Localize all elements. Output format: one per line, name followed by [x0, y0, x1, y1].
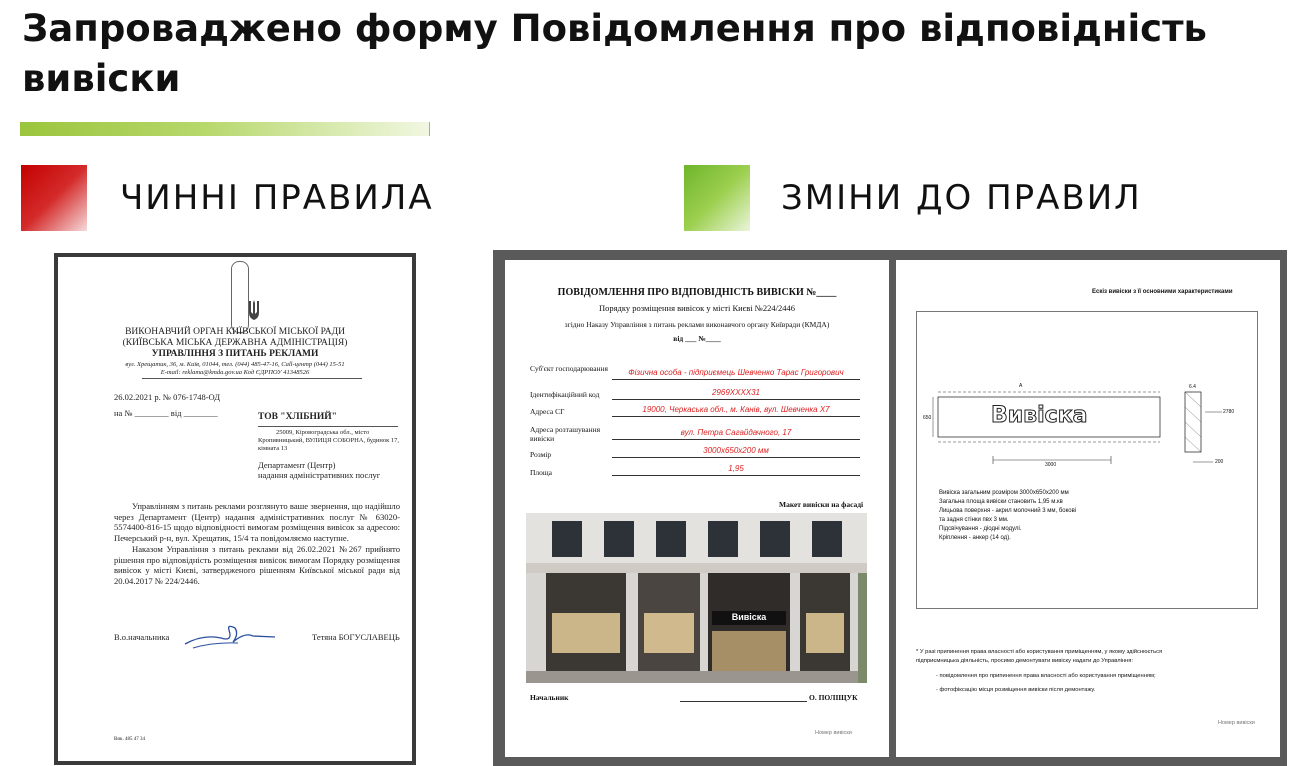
- note-bullet-1: - повідомлення про припинення права власності або користування приміщенням;: [936, 673, 1156, 679]
- org-line1: ВИКОНАВЧИЙ ОРГАН КИЇВСЬКОЇ МІСЬКОЇ РАДИ: [125, 327, 345, 337]
- row-line: [612, 457, 860, 458]
- row-value-area: 1,95: [728, 464, 744, 473]
- paperclip-icon: [231, 261, 249, 333]
- row-label-code: Ідентифікаційний код: [530, 390, 600, 399]
- sketch-title: Ескіз вивіски з її основними характеристиками: [1092, 289, 1233, 295]
- letter-reference: на № ________ від ________: [114, 408, 218, 418]
- row-value-subject: Фізична особа - підприємець Шевченко Тарас Григорович: [628, 368, 844, 377]
- form-subtitle-1: Порядку розміщення вивісок у місті Києві №224/2446: [598, 303, 796, 313]
- facade-illustration: [526, 513, 867, 683]
- form-title: ПОВІДОМЛЕННЯ ПРО ВІДПОВІДНІСТЬ ВИВІСКИ №____: [557, 287, 837, 298]
- org-email: E-mail: reklama@kmda.gov.ua Код ЄДРПОУ 41348526: [160, 369, 310, 376]
- row-value-location: вул. Петра Сагайдачного, 17: [680, 428, 792, 437]
- addressee-rule: [258, 426, 398, 427]
- row-line: [612, 399, 860, 400]
- row-line: [612, 416, 860, 417]
- form-page-1: [505, 260, 889, 757]
- row-label-address: Адреса СГ: [530, 407, 565, 416]
- sketch-desc-4: та задня стінки пвх 3 мм.: [939, 517, 1009, 523]
- current-letter-document: [54, 253, 416, 765]
- dim-height: 650: [923, 415, 932, 421]
- addressee-org: ТОВ "ХЛІБНИЙ": [258, 412, 337, 422]
- form-date-line: від ___ №____: [673, 334, 721, 343]
- chief-name: О. ПОЛІЩУК: [809, 693, 858, 702]
- page1-footer: Номер вивіски: [815, 730, 852, 736]
- row-value-size: 3000х650х200 мм: [703, 446, 769, 455]
- sketch-desc-1: Вивіска загальним розміром 3000х650х200 мм: [939, 490, 1069, 496]
- row-label-subject: Суб'єкт господарювання: [530, 364, 608, 373]
- sign-name: Тетяна БОГУСЛАВЕЦЬ: [312, 632, 400, 642]
- page-title: Запроваджено форму Повідомлення про відповідність вивіски: [22, 7, 1207, 100]
- form-page-2: [896, 260, 1280, 757]
- dept-title: УПРАВЛІННЯ З ПИТАНЬ РЕКЛАМИ: [151, 349, 319, 359]
- addressee-addr1: 25009, Кіровоградська обл., місто: [276, 429, 370, 436]
- facade-photo: [526, 513, 867, 683]
- section-changes: ЗМІНИ ДО ПРАВИЛ: [781, 178, 1142, 218]
- red-square-marker: [21, 165, 87, 231]
- sketch-desc-6: Кріплення - анкер (14 од).: [939, 535, 1011, 541]
- letter-paragraph-2: Наказом Управління з питань реклами від 26.02.2021 №267 прийнято рішення про відповідність розміщення вивісок вимогам Порядку розміщення вивісок у місті Києві, затвердженого рішенням Київської міської ради від 20.04.2017 № 224/2446.: [114, 544, 400, 586]
- row-line: [612, 475, 860, 476]
- row-label-location: Адреса розташування вивіски: [530, 425, 601, 443]
- header-rule: [142, 378, 362, 379]
- dim-width: 3000: [1045, 462, 1057, 468]
- dim-a: A: [1019, 383, 1023, 389]
- sign-drawing: [917, 372, 1257, 492]
- dim-depth: 6.4: [1189, 384, 1196, 390]
- maket-label: Макет вивіски на фасаді: [779, 500, 864, 509]
- org-line2: (КИЇВСЬКА МІСЬКА ДЕРЖАВНА АДМІНІСТРАЦІЯ): [122, 338, 348, 348]
- row-label-area: Площа: [530, 468, 553, 477]
- title-underline: [20, 122, 430, 136]
- dim-right-top: 2780: [1223, 409, 1235, 415]
- dept2-line1: Департамент (Центр): [258, 460, 336, 470]
- row-line: [612, 439, 860, 440]
- letter-date-no: 26.02.2021 р. № 076-1748-ОД: [114, 392, 221, 402]
- dept2-line2: надання адміністративних послуг: [258, 470, 381, 480]
- chief-label: Начальник: [530, 693, 569, 702]
- sketch-box: [916, 311, 1258, 609]
- note-line-1: * У разі припинення права власності або користування приміщенням, у якому здійснюється: [916, 649, 1163, 655]
- sketch-desc-2: Загальна площа вивіски становить 1,95 м.кв: [939, 499, 1063, 505]
- form-subtitle-2: згідно Наказу Управління з питань реклами виконавчого органу Київради (КМДА): [564, 320, 830, 329]
- addressee-addr3: кімната 13: [258, 445, 288, 452]
- note-line-2: підприємницька діяльність, просимо демонтувати вивіску надати до Управління:: [916, 658, 1134, 664]
- dim-right-bottom: 200: [1215, 459, 1224, 465]
- sketch-sign-word: Вивіска: [991, 403, 1088, 428]
- sketch-desc-5: Підсвічування - діодні модулі.: [939, 526, 1022, 532]
- section-current-rules: ЧИННІ ПРАВИЛА: [120, 178, 434, 218]
- new-form-document: [493, 250, 1287, 766]
- trident-emblem-icon: [248, 299, 260, 321]
- sign-role: В.о.начальника: [114, 632, 170, 642]
- addressee-addr2: Кропивницький, ВУЛИЦЯ СОБОРНА, будинок 17,: [258, 437, 400, 444]
- green-square-marker: [684, 165, 750, 231]
- letter-paragraph-1: Управлінням з питань реклами розглянуто ваше звернення, що надійшло через Департамент (Центр) надання адміністративних послуг № 63020-5574400-816-15 щодо відповідності вимогам розміщення вивісок за адресою: Печерський р-н, вул. Хрещатик, 15/4 та повідомляємо наступне.: [114, 501, 400, 543]
- note-bullet-2: - фотофіксацію місця розміщення вивіски після демонтажу.: [936, 687, 1096, 693]
- org-address: вул. Хрещатик, 36, м. Київ, 01044, тел. (044) 485-47-16, Call-центр (044) 15-51: [125, 361, 345, 368]
- row-line: [612, 379, 860, 380]
- row-value-code: 2969XXXX31: [711, 388, 761, 397]
- page2-footer: Номер вивіски: [1218, 720, 1255, 726]
- signature-icon: [183, 622, 278, 652]
- chief-sign-line: [680, 701, 807, 702]
- facade-sign-text: Вивіска: [731, 612, 767, 622]
- sketch-desc-3: Лицьова поверхня - акрил молочний 3 мм, бокові: [939, 508, 1077, 514]
- row-label-size: Розмір: [530, 450, 552, 459]
- letter-footer: Вик. 485 47 34: [114, 737, 145, 742]
- row-value-address: 19000, Черкаська обл., м. Канів, вул. Шевченка Х7: [642, 405, 830, 414]
